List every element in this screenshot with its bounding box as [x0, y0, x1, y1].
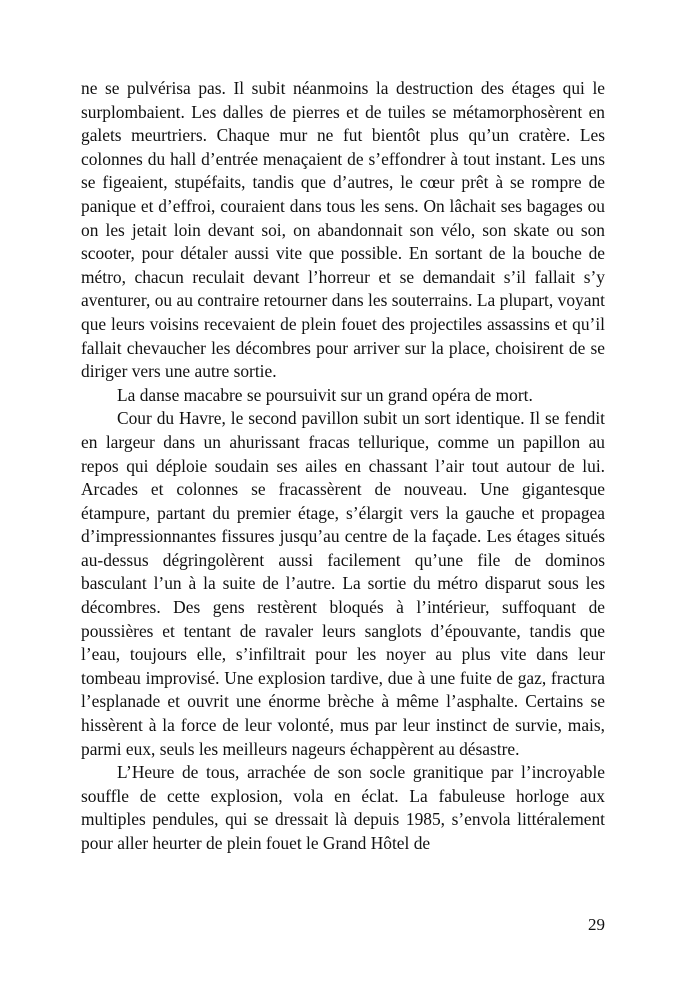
paragraph-3: Cour du Havre, le second pavillon subit un sort identique. Il se fendit en largeur dans un ahurissant fracas tellurique, comme un papillon au repos qui déploie soudain ses ailes en chassant l’air tout autour de lui. Arcades et colonnes se fracassèrent de nouveau. Une gigantesque étampure, partant du premier étage, s’élargit vers la gauche et propagea d’impressionnantes fissures jusqu’au centre de la façade. Les étages situés au-dessus dégringolèrent aussi facilement qu’une file de dominos basculant l’un à la suite de l’autre. La sortie du métro disparut sous les décombres. Des gens restèrent bloqués à l’intérieur, suffoquant de poussières et tentant de ravaler leurs sanglots d’épouvante, tandis que l’eau, toujours elle, s’infiltrait pour les noyer au plus vite dans leur tombeau improvisé. Une explosion tardive, due à une fuite de gaz, fractura l’esplanade et ouvrit une énorme brèche à même l’asphalte. Certains se hissèrent à la force de leur volonté, mus par leur instinct de survie, mais, parmi eux, seuls les meilleurs nageurs échappèrent au désastre. [81, 408, 605, 759]
page-number: 29 [588, 915, 605, 934]
paragraph-4: L’Heure de tous, arrachée de son socle granitique par l’incroyable souffle de cette explosion, vola en éclat. La fabuleuse horloge aux multiples pendules, qui se dressait là depuis 1985, s’envola littéralement pour aller heurter de plein fouet le Grand Hôtel de [81, 762, 605, 853]
page-body [81, 77, 605, 856]
paragraph-2: La danse macabre se poursuivit sur un grand opéra de mort. [117, 384, 533, 405]
paragraph-1: ne se pulvérisa pas. Il subit néanmoins la destruction des étages qui le surplombaient. Les dalles de pierres et de tuiles se métamorphosèrent en galets meurtriers. Chaque mur ne fut bientôt plus qu’un cratère. Les colonnes du hall d’entrée menaçaient de s’effondrer à tout instant. Les uns se figeaient, stupéfaits, tandis que d’autres, le cœur prêt à se rompre de panique et d’effroi, couraient dans tous les sens. On lâchait ses bagages ou on les jetait loin devant soi, on abandonnait son vélo, son skate ou son scooter, pour détaler aussi vite que possible. En sortant de la bouche de métro, chacun reculait devant l’horreur et se demandait s’il fallait s’y aventurer, ou au contraire retourner dans les souterrains. La plupart, voyant que leurs voisins recevaient de plein fouet des projectiles assassins et qu’il fallait chevaucher les décombres pour arriver sur la place, choisirent de se diriger vers une autre sortie. [81, 78, 605, 382]
